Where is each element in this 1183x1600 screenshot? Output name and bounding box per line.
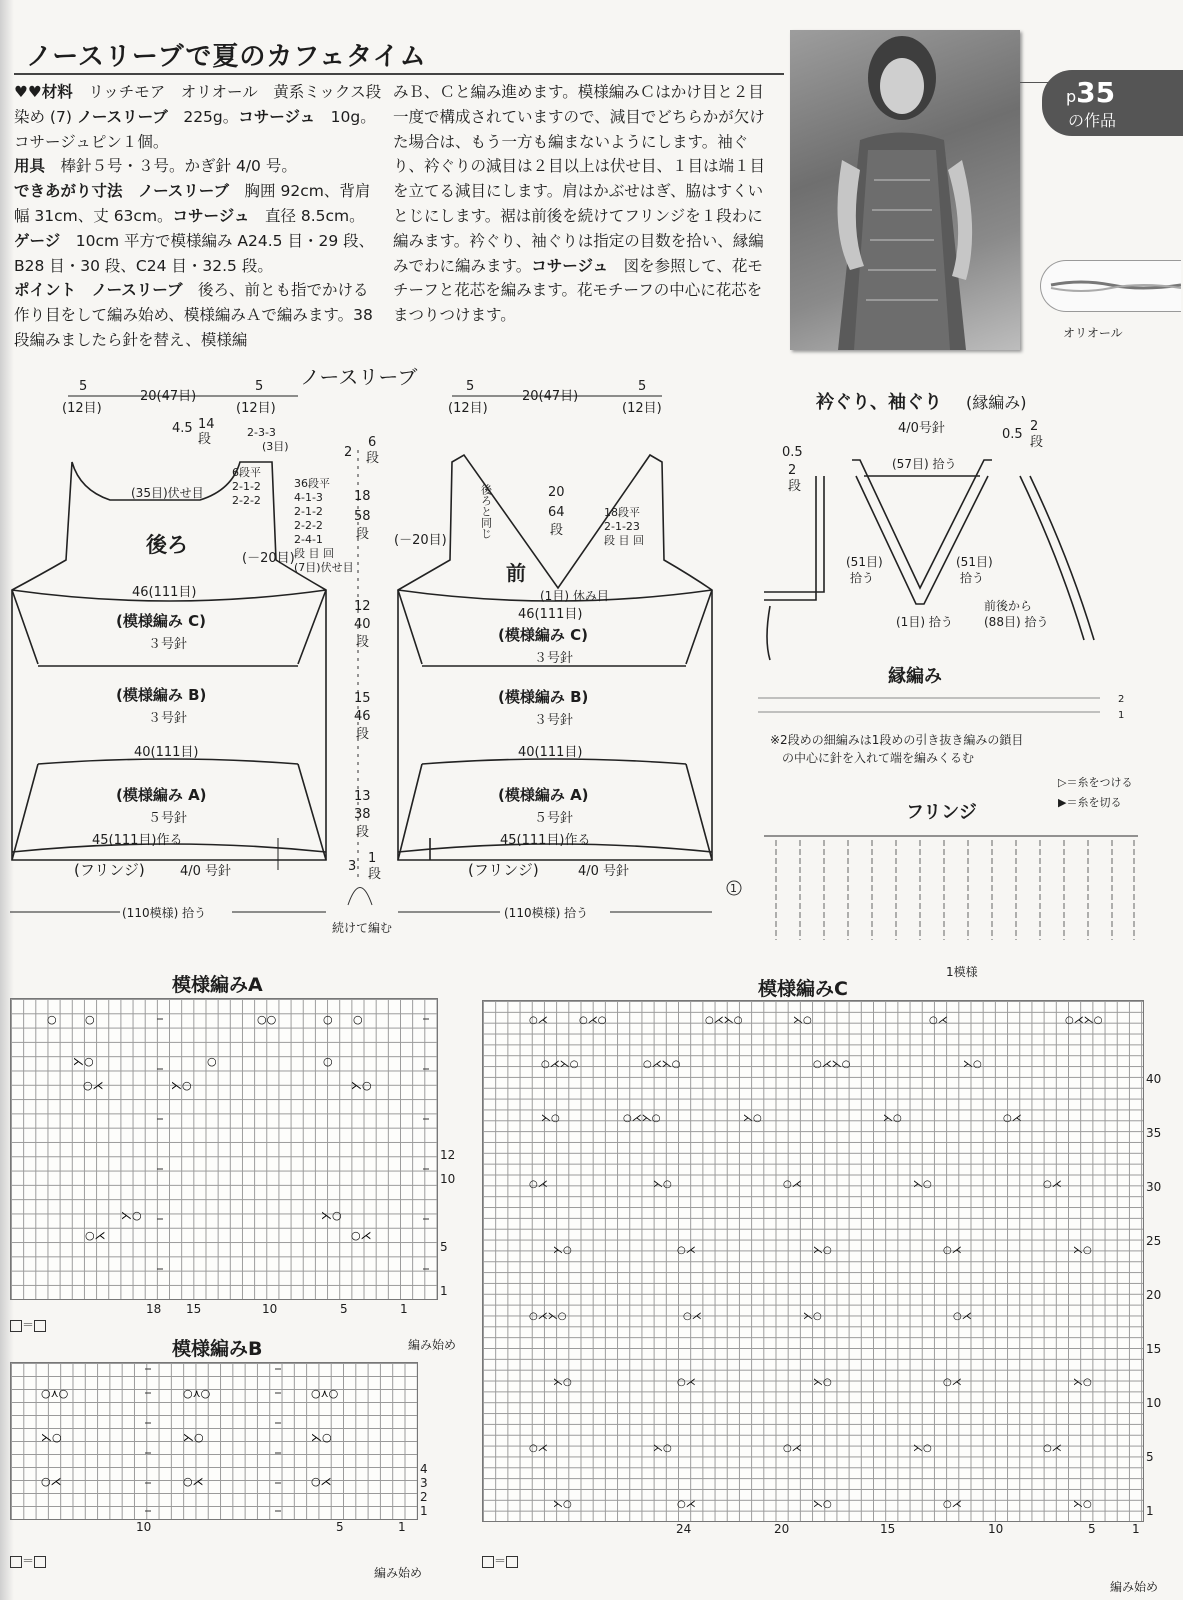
back-bind-off: (35目)伏せ目 (131, 486, 204, 500)
back-pick-up: (110模様) 拾う (122, 906, 207, 920)
svg-text:○⋌: ○⋌ (677, 1245, 696, 1256)
chart-b-col-5: 5 (336, 1520, 344, 1534)
back-shoulder-left: 5 (79, 379, 88, 394)
legend-attach-yarn: ▷＝糸をつける (1058, 776, 1133, 789)
ruler-r2-unit: 段 (356, 527, 370, 542)
back-neck-depth-rows: 14 (198, 417, 215, 432)
svg-text:⋋○: ⋋○ (311, 1431, 332, 1444)
back-neck-dec: 2-3-3 (247, 426, 276, 439)
back-needle-c: ３号針 (148, 637, 188, 652)
back-shoulder-left-sts: (12目) (62, 401, 102, 416)
ruler-r4-rows: 46 (354, 709, 371, 724)
svg-text:○⋌: ○⋌ (83, 1079, 104, 1092)
edging-title: 衿ぐり、袖ぐり (816, 392, 942, 413)
materials-label: ♥♥材料 (14, 83, 73, 101)
svg-text:○⋌: ○⋌ (929, 1015, 948, 1026)
size-label: できあがり寸法 (14, 182, 123, 201)
svg-text:○: ○ (207, 1055, 217, 1068)
diagram-title: ノースリーブ (300, 365, 418, 389)
point-text-2: みＢ、Ｃと編み進めます。模様編みＣはかけ目と２目一度で構成されていますので、減目でどちらかが欠けた場合は、もう一方も編まないようにします。袖ぐり、衿ぐりの減目は２目以上は伏せ目、１目は端１目を立てる減目にします。肩はかぶせはぎ、脇はすくいとじにします。裾は前後を続けてフリンジを１段わに編みます。衿ぐり、袖ぐりは指定の目数を拾い、縁編みでわに編みます。 (393, 83, 766, 275)
ruler-r5-unit: 段 (356, 825, 370, 840)
edging-left-v: (51目) (846, 555, 883, 569)
back-minus: (－20目) (242, 551, 295, 566)
corsage-label: コサージュ (238, 107, 316, 126)
point-label: ポイント (14, 281, 77, 300)
edge-stitch-title: 縁編み (888, 666, 942, 687)
edging-title-sub: (縁編み) (966, 393, 1027, 412)
edging-outline (764, 460, 1094, 660)
svg-text:⋋○: ⋋○ (1073, 1377, 1092, 1388)
svg-text:⋋○: ⋋○ (1073, 1245, 1092, 1256)
back-armhole-bindoff: (7目)伏せ目 (294, 561, 354, 574)
back-needle-a: ５号針 (148, 811, 188, 826)
chart-b-symbols (11, 1363, 417, 1519)
size-corsage-text: 直径 8.5cm。 (264, 206, 365, 225)
svg-text:⋋○: ⋋○ (553, 1377, 572, 1388)
svg-text:○: ○ (353, 1013, 363, 1026)
page-tab-label: の作品 (1068, 111, 1117, 130)
back-dec-2: 2-2-2 (232, 494, 261, 507)
front-shoulder-left-sts: (12目) (448, 401, 488, 416)
ruler-r4-unit: 段 (356, 727, 370, 742)
fringe-chart (727, 802, 1138, 979)
svg-text:⋋○: ⋋○ (183, 1431, 204, 1444)
tools-label: 用具 (14, 157, 46, 176)
chart-b-grid (10, 1362, 418, 1520)
front-minus: (－20目) (394, 533, 447, 548)
chart-b-col-1: 1 (398, 1520, 406, 1534)
back-fringe: (フリンジ) (74, 861, 145, 879)
svg-text:⋋○: ⋋○ (653, 1443, 672, 1454)
size-sleeveless-text: 胸囲 92cm、背肩幅 31cm、丈 63cm。 (14, 182, 371, 225)
ruler-r1-rows: 6 (368, 435, 377, 450)
svg-text:○⋏○: ○⋏○ (41, 1387, 69, 1400)
edging-width-right-unit: 段 (1030, 435, 1044, 450)
svg-text:○⋏○: ○⋏○ (183, 1387, 211, 1400)
chart-c-col-20: 20 (774, 1522, 790, 1536)
front-pick-up: (110模様) 拾う (504, 906, 589, 920)
svg-text:○⋌⋋○: ○⋌⋋○ (623, 1113, 661, 1124)
edging-width-right-rows: 2 (1030, 419, 1039, 434)
edging-needle: 4/0号針 (898, 421, 945, 436)
chart-b-col-10: 10 (136, 1520, 152, 1534)
front-needle-a: ５号針 (534, 811, 574, 826)
front-pattern-a: (模様編み A) (498, 786, 589, 804)
svg-text:○⋌⋋○: ○⋌⋋○ (541, 1059, 579, 1070)
chart-c-row-1: 1 (1146, 1504, 1154, 1518)
svg-text:○⋌: ○⋌ (529, 1443, 548, 1454)
ruler-r2-rows: 58 (354, 509, 371, 524)
edging-diagram (782, 391, 1048, 629)
page-number-value: 35 (1076, 76, 1116, 109)
chart-c-col-24: 24 (676, 1522, 692, 1536)
svg-text:○⋌⋋○: ○⋌⋋○ (813, 1059, 851, 1070)
chart-c-grid (482, 1000, 1144, 1522)
edge-stitch-row2: 2 (1118, 694, 1125, 705)
point-text-3: 図を参照して、花モチーフと花芯を編みます。花モチーフの中心に花芯をまつりつけます。 (393, 256, 763, 325)
chart-a-col-18: 18 (146, 1302, 162, 1316)
svg-text:○: ○ (323, 1055, 333, 1068)
chart-c-row-30: 30 (1146, 1180, 1162, 1194)
front-shoulder-right: 5 (638, 379, 647, 394)
svg-text:⋋○: ⋋○ (963, 1059, 982, 1070)
size-corsage-label: コサージュ (172, 206, 250, 225)
ruler-r1-unit: 段 (366, 451, 380, 466)
edging-width-left: 0.5 (782, 445, 803, 460)
back-armhole-dec-5: 2-4-1 (294, 533, 323, 546)
svg-text:○⋌: ○⋌ (677, 1499, 696, 1510)
svg-text:○⋌: ○⋌ (529, 1179, 548, 1190)
svg-text:⋋○: ⋋○ (803, 1311, 822, 1322)
edge-stitch-row1: 1 (1118, 710, 1125, 721)
svg-text:○⋌: ○⋌ (85, 1229, 106, 1242)
ruler-r5: 13 (354, 789, 371, 804)
back-fringe-needle: 4/0 号針 (180, 864, 232, 879)
chart-a-col-1: 1 (400, 1302, 408, 1316)
front-fringe-needle: 4/0 号針 (578, 864, 630, 879)
front-v-head: 段 目 回 (604, 534, 644, 547)
chart-c-start: 編み始め (1110, 1580, 1159, 1594)
chart-b-row-2: 2 (420, 1490, 428, 1504)
svg-text:⋋○: ⋋○ (171, 1079, 192, 1092)
back-shoulder-right: 5 (255, 379, 264, 394)
row-ruler (332, 435, 392, 935)
svg-text:○: ○ (85, 1013, 95, 1026)
svg-text:○⋌: ○⋌ (1043, 1179, 1062, 1190)
svg-text:○⋌: ○⋌ (1043, 1443, 1062, 1454)
svg-text:⋋○: ⋋○ (813, 1499, 832, 1510)
front-shoulder-right-sts: (12目) (622, 401, 662, 416)
fringe-strands (776, 840, 1134, 940)
corsage-amount: 10g。コサージュピン１個。 (14, 107, 376, 151)
svg-text:○⋌: ○⋌ (783, 1443, 802, 1454)
svg-text:○⋌⋋○: ○⋌⋋○ (643, 1059, 681, 1070)
chart-a-col-5: 5 (340, 1302, 348, 1316)
svg-text:⋋○: ⋋○ (1073, 1499, 1092, 1510)
legend-cut-yarn: ▶＝糸を切る (1058, 796, 1122, 809)
front-hem: 45(111目)作る (500, 833, 591, 848)
svg-text:○○: ○○ (257, 1013, 277, 1026)
svg-text:○⋌: ○⋌ (943, 1377, 962, 1388)
edging-left-v-pick: 拾う (850, 571, 875, 585)
svg-text:○⋌: ○⋌ (953, 1311, 972, 1322)
edge-stitch-note-1: ※2段めの細編みは1段めの引き抜き編みの鎖目 (770, 733, 1024, 747)
chart-a-symbols (11, 999, 437, 1299)
point-sleeveless-label: ノースリーブ (91, 281, 183, 300)
fringe-title: フリンジ (906, 802, 977, 823)
chart-b-legend: ＝ (10, 1552, 46, 1569)
front-waist: 40(111目) (518, 745, 583, 760)
chart-c-row-35: 35 (1146, 1126, 1162, 1140)
svg-text:○: ○ (47, 1013, 57, 1026)
front-v-dec: 2-1-23 (604, 520, 640, 533)
ruler-r2: 18 (354, 489, 371, 504)
svg-text:○⋌: ○⋌ (1003, 1113, 1022, 1124)
ruler-r4: 15 (354, 691, 371, 706)
yarn-caption: オリオール (1063, 326, 1123, 340)
edge-stitch-note-2: の中心に針を入れて端を編みくるむ (782, 751, 975, 765)
svg-text:○⋌: ○⋌ (529, 1015, 548, 1026)
chart-a-row-5: 5 (440, 1240, 448, 1254)
ruler-r3: 12 (354, 599, 371, 614)
back-waist: 40(111目) (134, 745, 199, 760)
back-chest: 46(111目) (132, 585, 197, 600)
front-pattern-c: (模様編み C) (498, 626, 588, 644)
svg-text:○⋌: ○⋌ (41, 1475, 62, 1488)
svg-text:⋋○: ⋋○ (121, 1209, 142, 1222)
front-v-depth-rows: 64 (548, 505, 565, 520)
svg-text:⋋○: ⋋○ (743, 1113, 762, 1124)
ruler-r6-rows: 1 (368, 851, 377, 866)
svg-text:⋋○: ⋋○ (41, 1431, 62, 1444)
svg-text:⋋○: ⋋○ (813, 1377, 832, 1388)
back-pattern-c: (模様編み C) (116, 612, 206, 630)
chart-c-row-10: 10 (1146, 1396, 1162, 1410)
chart-c-col-5: 5 (1088, 1522, 1096, 1536)
chart-c-row-5: 5 (1146, 1450, 1154, 1464)
chart-a-start: 編み始め (408, 1338, 457, 1352)
back-neck-depth-unit: 段 (198, 432, 212, 447)
edging-width-left-rows: 2 (788, 463, 797, 478)
point-corsage-label: コサージュ (531, 256, 609, 275)
front-label: 前 (506, 561, 526, 585)
chart-b-start: 編み始め (374, 1566, 423, 1580)
edging-right-v: (51目) (956, 555, 993, 569)
svg-text:○⋌: ○⋌ (783, 1179, 802, 1190)
svg-text:⋋○: ⋋○ (321, 1209, 342, 1222)
back-armhole-dec-1: 36段平 (294, 477, 330, 490)
back-label: 後ろ (146, 533, 188, 557)
front-pattern-b: (模様編み B) (498, 688, 589, 706)
ruler-r3-rows: 40 (354, 617, 371, 632)
back-pattern-b: (模様編み B) (116, 686, 207, 704)
ruler-r6-unit: 段 (368, 867, 382, 882)
svg-text:⋋○: ⋋○ (883, 1113, 902, 1124)
svg-text:○⋌⋋○: ○⋌⋋○ (1065, 1015, 1103, 1026)
svg-text:⋋○: ⋋○ (913, 1179, 932, 1190)
svg-text:○: ○ (323, 1013, 333, 1026)
svg-text:⋋○: ⋋○ (553, 1245, 572, 1256)
chart-c-col-10: 10 (988, 1522, 1004, 1536)
front-v-flat: 18段平 (604, 506, 640, 519)
continue-knitting: 続けて編む (332, 921, 393, 935)
back-armhole-dec-3: 2-1-2 (294, 505, 323, 518)
back-neck-dec-count: (3目) (262, 440, 289, 453)
svg-text:⋋○: ⋋○ (813, 1245, 832, 1256)
sleeveless-amount: 225g。 (183, 107, 239, 126)
chart-c-title: 模様編みC (758, 978, 848, 1000)
edge-stitch-chart (758, 665, 1132, 809)
chart-a-title: 模様編みA (172, 974, 263, 996)
chart-a-col-10: 10 (262, 1302, 278, 1316)
chart-a-col-15: 15 (186, 1302, 202, 1316)
ruler-r3-unit: 段 (356, 635, 370, 650)
chart-c-symbols (483, 1001, 1143, 1521)
front-rest-stitch: (1目) 休み目 (540, 589, 609, 603)
back-armhole-dec-2: 4-1-3 (294, 491, 323, 504)
page-title: ノースリーブで夏のカフェタイム (26, 42, 427, 72)
svg-text:⋋○: ⋋○ (541, 1113, 560, 1124)
sleeveless-label: ノースリーブ (76, 107, 168, 126)
edging-width-left-unit: 段 (788, 479, 802, 494)
front-v-depth: 20 (548, 485, 565, 500)
chart-b-row-3: 3 (420, 1476, 428, 1490)
back-pattern-a: (模様編み A) (116, 786, 207, 804)
front-v-depth-unit: 段 (550, 523, 564, 538)
chart-c-col-1: 1 (1132, 1522, 1140, 1536)
page-prefix: p (1066, 87, 1077, 106)
front-neck-width: 20(47目) (522, 389, 579, 404)
gauge-label: ゲージ (14, 231, 61, 250)
edging-right-v-pick: 拾う (960, 571, 985, 585)
chart-c-legend: ＝ (482, 1552, 518, 1569)
back-armhole-dec-head: 段 目 回 (294, 547, 334, 560)
front-needle-b: ３号針 (534, 713, 574, 728)
back-shoulder-right-sts: (12目) (236, 401, 276, 416)
chart-c-row-20: 20 (1146, 1288, 1162, 1302)
ruler-r5-rows: 38 (354, 807, 371, 822)
ruler-r6: 3 (348, 859, 357, 874)
chart-b-row-1: 1 (420, 1504, 428, 1518)
tools-text: 棒針５号・３号。かぎ針 4/0 号。 (60, 157, 297, 176)
chart-a-row-12: 12 (440, 1148, 456, 1162)
svg-text:○⋌○: ○⋌○ (579, 1015, 607, 1026)
chart-b-title: 模様編みB (172, 1338, 263, 1360)
chart-a-legend: ＝ (10, 1316, 46, 1333)
chart-c-row-40: 40 (1146, 1072, 1162, 1086)
svg-text:⋋○: ⋋○ (793, 1015, 812, 1026)
back-flat-rows: 6段平 (232, 466, 261, 479)
gauge-text: 10cm 平方で模様編み A24.5 目・29 段、B28 目・30 段、C24 目・32.5 段。 (14, 231, 375, 275)
svg-text:○⋌⋋○: ○⋌⋋○ (529, 1311, 567, 1322)
fringe-row: 1 (730, 882, 737, 895)
front-chest: 46(111目) (518, 607, 583, 622)
front-labels (394, 379, 662, 920)
back-dec-1: 2-1-2 (232, 480, 261, 493)
svg-text:○⋌: ○⋌ (943, 1245, 962, 1256)
svg-text:⋋○: ⋋○ (351, 1079, 372, 1092)
svg-text:○⋌: ○⋌ (943, 1499, 962, 1510)
edging-armhole-pick: (88目) 拾う (984, 615, 1049, 629)
point-text-1: 後ろ、前とも指でかける作り目をして編み始め、模様編みＡで編みます。38 段編みましたら針を替え、模様編 (14, 281, 373, 349)
chart-a-row-10: 10 (440, 1172, 456, 1186)
chart-a-grid (10, 998, 438, 1300)
svg-text:○⋌: ○⋌ (677, 1377, 696, 1388)
svg-text:○⋌: ○⋌ (683, 1311, 702, 1322)
svg-text:⋋○: ⋋○ (553, 1499, 572, 1510)
svg-text:⋋○: ⋋○ (653, 1179, 672, 1190)
back-needle-b: ３号針 (148, 711, 188, 726)
edging-armhole: 前後から (984, 599, 1033, 613)
svg-text:⋋○: ⋋○ (73, 1055, 94, 1068)
svg-text:○⋌: ○⋌ (311, 1475, 332, 1488)
back-neck-depth: 4.5 (172, 421, 193, 436)
svg-text:⋋○: ⋋○ (913, 1443, 932, 1454)
edging-center: (1目) 拾う (896, 615, 953, 629)
materials-text: リッチモア オリオール 黄系ミックス段染め (7) (14, 83, 382, 126)
edging-back-neck: (57目) 拾う (892, 457, 957, 471)
chart-b-row-4: 4 (420, 1462, 428, 1476)
fringe-repeat: 1模様 (946, 965, 978, 979)
back-labels (62, 379, 357, 920)
chart-c-col-15: 15 (880, 1522, 896, 1536)
front-same-as-back: 後ろと同じ (479, 484, 493, 539)
edging-width-right: 0.5 (1002, 427, 1023, 442)
svg-text:○⋌: ○⋌ (351, 1229, 372, 1242)
svg-text:○⋌⋋○: ○⋌⋋○ (705, 1015, 743, 1026)
svg-text:○⋏○: ○⋏○ (311, 1387, 339, 1400)
chart-c-row-25: 25 (1146, 1234, 1162, 1248)
front-shoulder-left: 5 (466, 379, 475, 394)
front-needle-c: ３号針 (534, 651, 574, 666)
back-hem: 45(111目)作る (92, 833, 183, 848)
svg-text:○⋌: ○⋌ (183, 1475, 204, 1488)
size-sleeveless-label: ノースリーブ (138, 182, 230, 201)
chart-a-row-1: 1 (440, 1284, 448, 1298)
front-fringe: (フリンジ) (468, 861, 539, 879)
chart-c-row-15: 15 (1146, 1342, 1162, 1356)
back-armhole-dec-4: 2-2-2 (294, 519, 323, 532)
back-neck-width: 20(47目) (140, 389, 197, 404)
ruler-r1: 2 (344, 445, 353, 460)
